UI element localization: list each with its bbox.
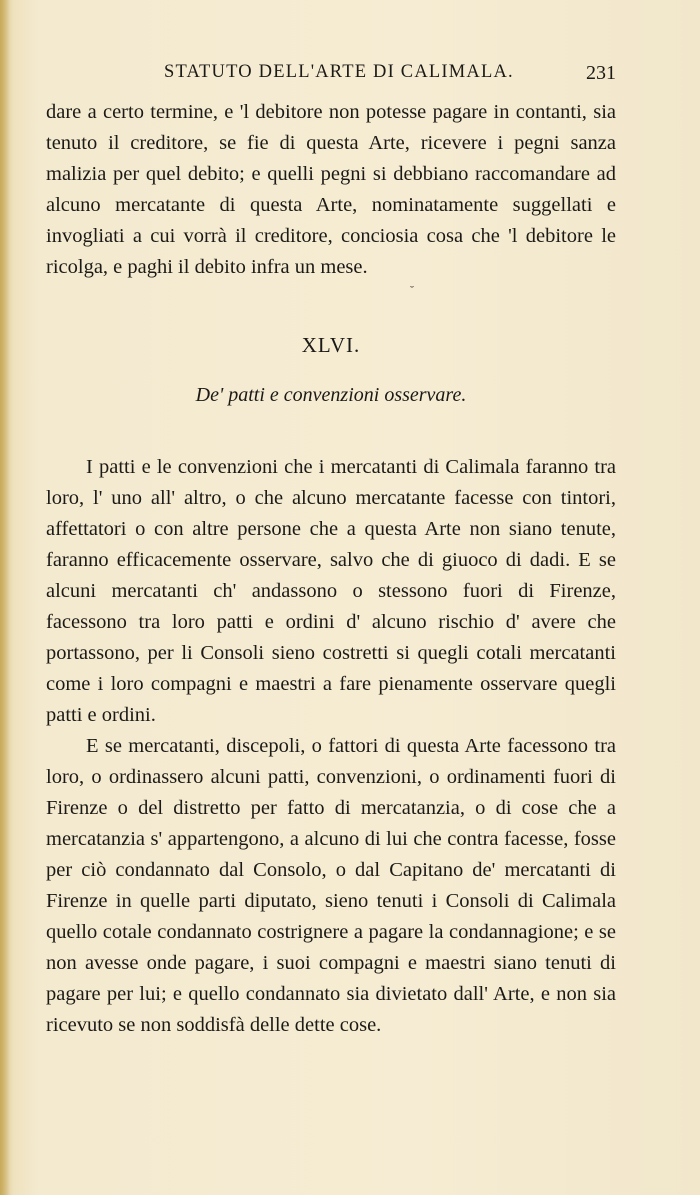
running-title: STATUTO DELL'ARTE DI CALIMALA. <box>164 62 514 82</box>
body-paragraph-1: I patti e le convenzioni che i mercatanti di Calimala faranno tra loro, l' uno all' altro, o che alcuno mercatante facesse con tintori, affettatori o con altre persone che a questa Arte non siano tenute, faranno efficacemente osservare, salvo che di giuoco di dadi. E se alcuni mercatanti ch' andassono o stessono fuori di Firenze, facessono tra loro patti e ordini d' alcuno rischio d' avere che portassono, per li Consoli sieno costretti si quegli cotali mercatanti come i loro compagni e maestri a fare pienamente osservare quegli patti e ordini. <box>46 456 616 726</box>
continuation-text <box>46 97 616 283</box>
ink-speck: ˘ <box>410 283 414 297</box>
page-number: 231 <box>586 62 616 84</box>
body-paragraph-2: E se mercatanti, discepoli, o fattori di questa Arte facessono tra loro, o ordinassero alcuni patti, convenzioni, o ordinamenti fuori di Firenze o del distretto per fatto di mercatanzia, o di cose che a mercatanzia s' appartengono, a alcuno di lui che contra facesse, fosse per ciò condannato dal Consolo, o dal Capitano de' mercatanti di Firenze in quelle parti diputato, sieno tenuti i Consoli di Calimala quello cotale condannato costrignere a pagare la condannagione; e se non avesse onde pagare, i suoi compagni e maestri siano tenuti di pagare per lui; e quello condannato sia divietato dall' Arte, e non sia ricevuto se non soddisfà delle dette cose. <box>46 735 616 1036</box>
section-body <box>46 452 616 1041</box>
continuation-paragraph: dare a certo termine, e 'l debitore non potesse pagare in contanti, sia tenuto il creditore, se fie di questa Arte, ricevere i pegni sanza malizia per quel debito; e quelli pegni si debbiano raccomandare ad alcuno mercatante di questa Arte, nominatamente suggellati e invogliati a cui vorrà il creditore, conciosia cosa che 'l debitore le ricolga, e paghi il debito infra un mese. <box>46 101 616 278</box>
page-spine-edge <box>0 0 10 1195</box>
section-title: De' patti e convenzioni osservare. <box>195 384 467 406</box>
section-number: XLVI. <box>301 333 361 357</box>
page-header <box>46 62 616 88</box>
